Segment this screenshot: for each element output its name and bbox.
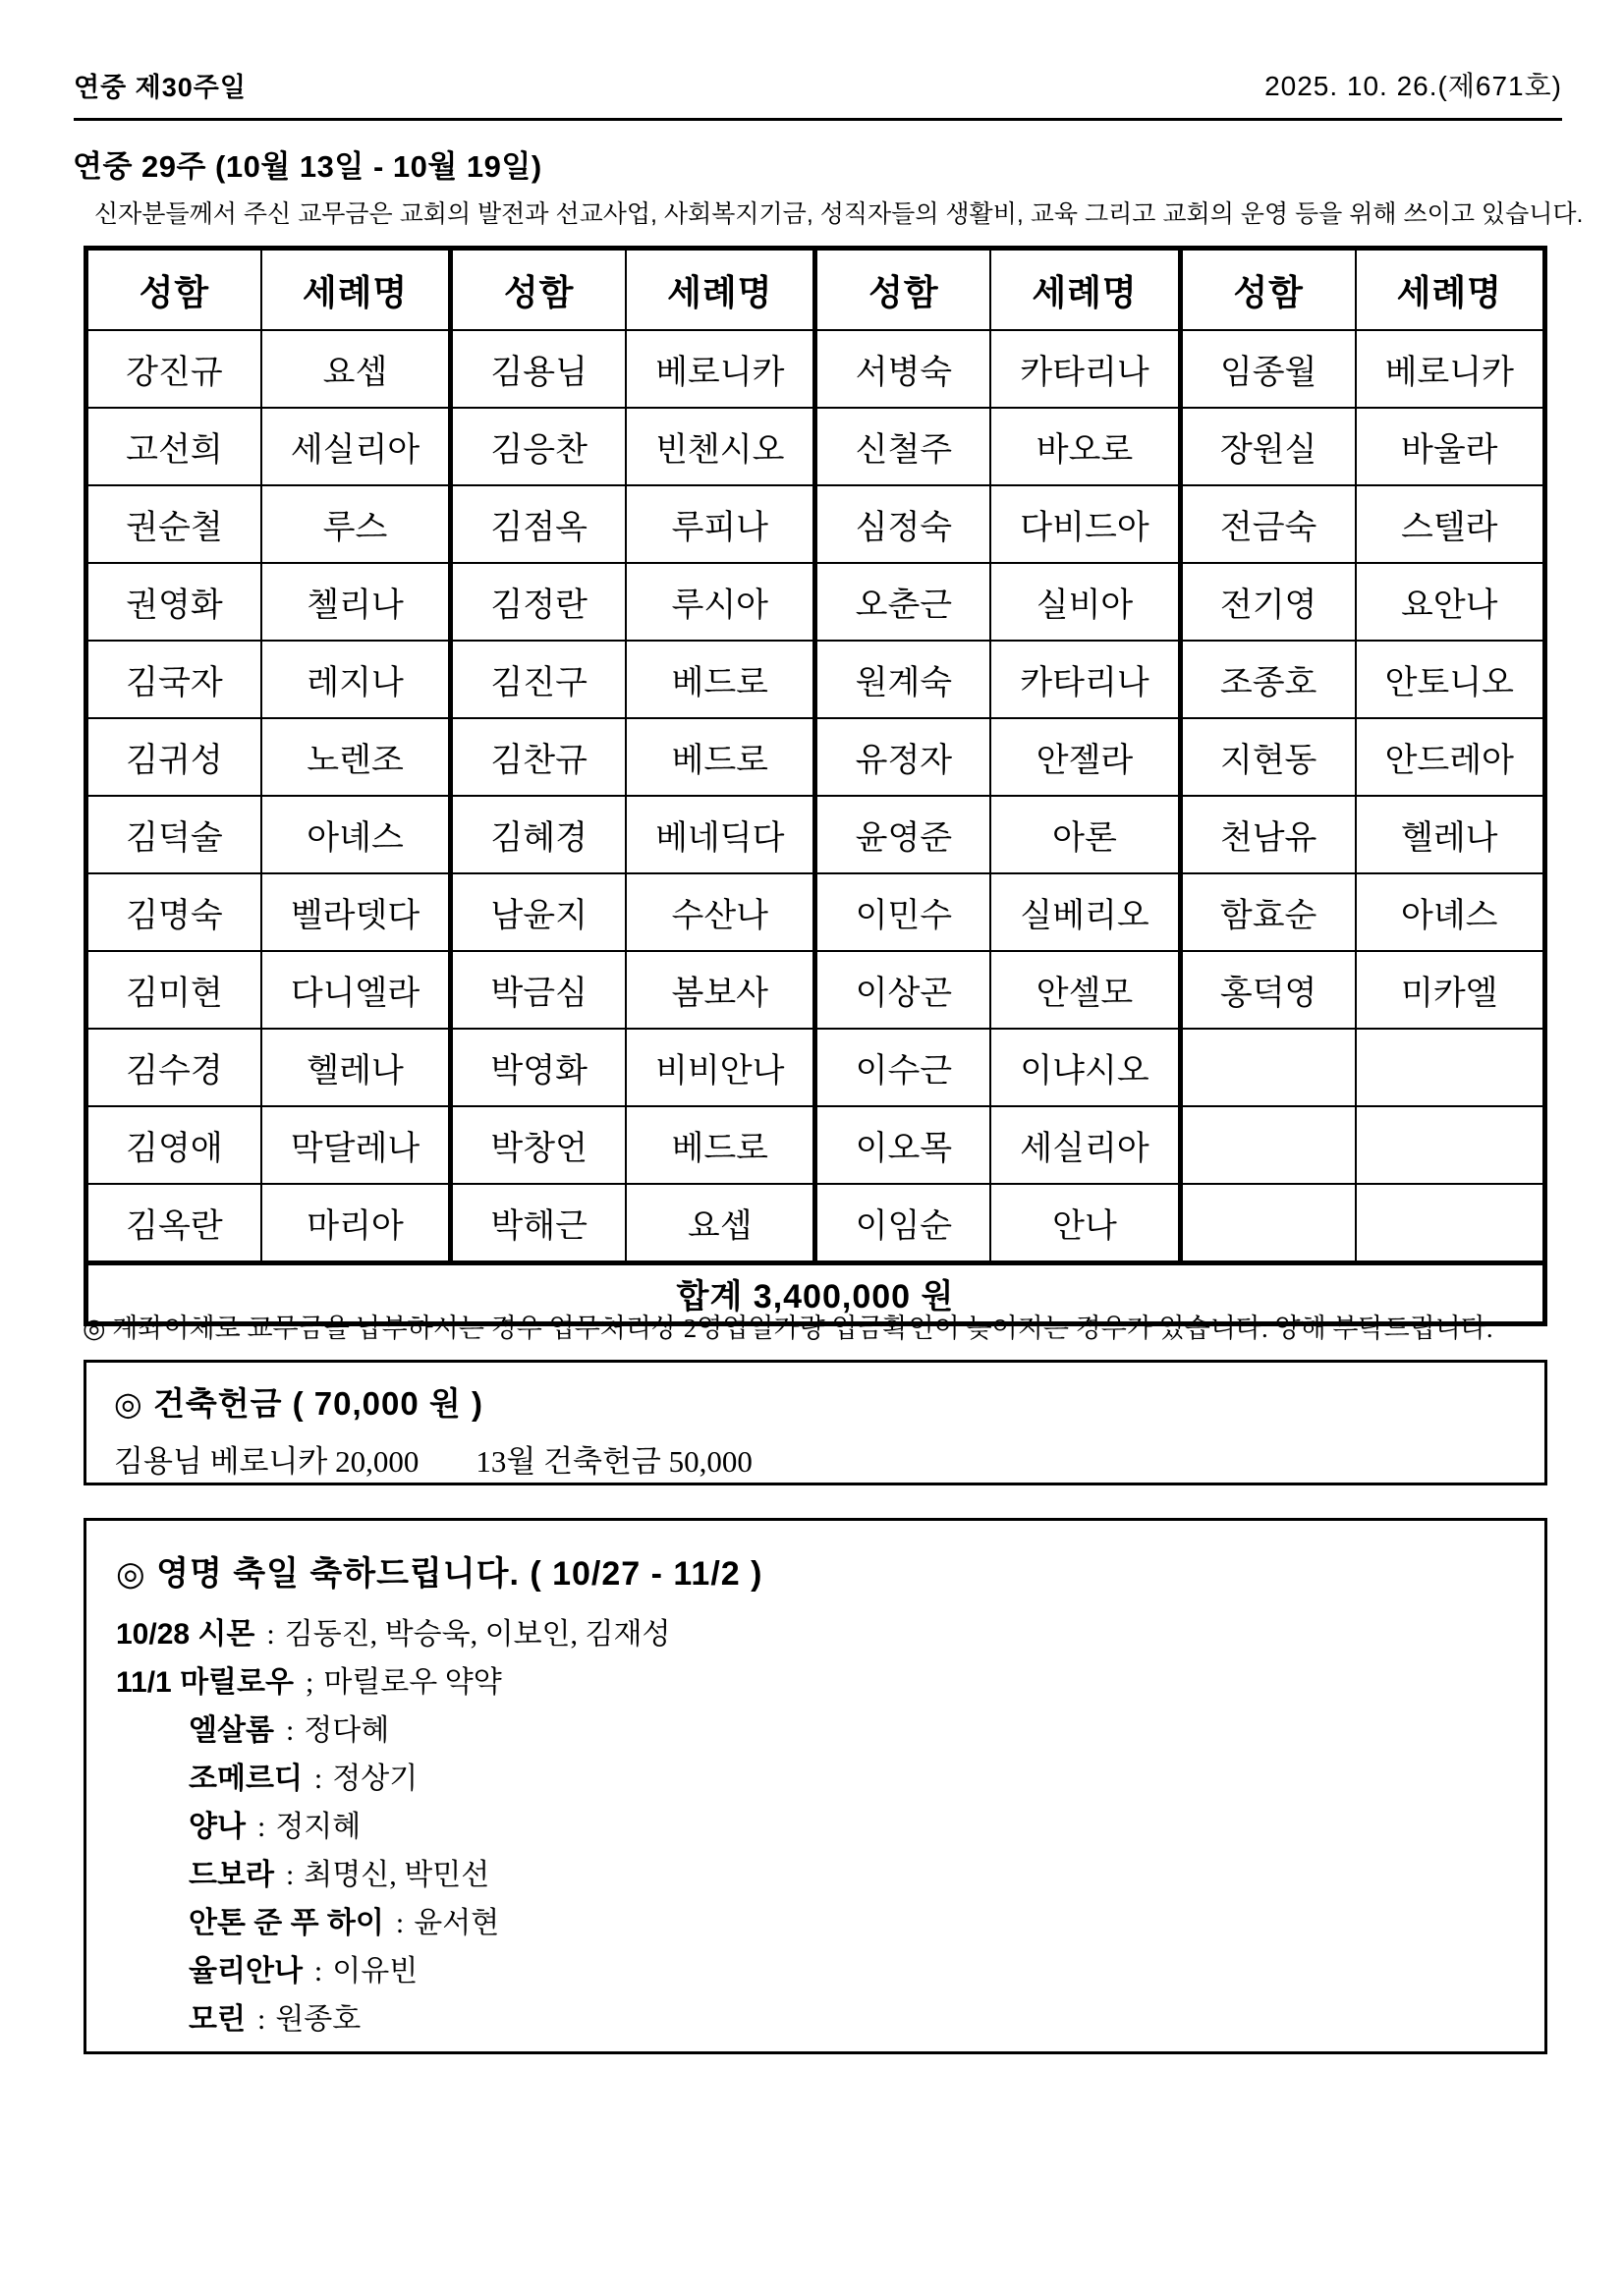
cell-member-name: 이민수: [815, 873, 990, 951]
cell-member-name: 김찬규: [451, 718, 626, 796]
feast-day-names: 정지혜: [275, 1811, 362, 1843]
cell-member-name: 전기영: [1180, 563, 1355, 641]
cell-baptismal-name: [1356, 1106, 1545, 1184]
feast-day-line: [116, 1803, 1515, 1851]
section-description: 신자분들께서 주신 교무금은 교회의 발전과 선교사업, 사회복지기금, 성직자들의 생활비, 교육 그리고 교회의 운영 등을 위해 쓰이고 있습니다.: [94, 200, 1584, 228]
cell-baptismal-name: 요안나: [1356, 563, 1545, 641]
feast-day-separator: :: [256, 1811, 266, 1843]
table-row: [86, 1029, 1545, 1106]
cell-member-name: [1180, 1184, 1355, 1263]
cell-member-name: 김옥란: [86, 1184, 261, 1263]
offering-roster-table: [84, 246, 1547, 1326]
cell-baptismal-name: 막달레나: [261, 1106, 451, 1184]
cell-baptismal-name: 베드로: [626, 1106, 815, 1184]
cell-member-name: 김영애: [86, 1106, 261, 1184]
cell-member-name: 이상곤: [815, 951, 990, 1029]
cell-baptismal-name: 비비안나: [626, 1029, 815, 1106]
feast-day-line: [116, 1851, 1515, 1899]
feast-day-label: 11/1 마릴로우: [116, 1666, 294, 1699]
feast-day-label: 안톤 준 푸 하이: [189, 1907, 384, 1939]
cell-baptismal-name: 세실리아: [990, 1106, 1180, 1184]
feast-day-separator: :: [285, 1714, 295, 1747]
feast-days-list: [116, 1610, 1515, 2044]
cell-baptismal-name: 베네딕다: [626, 796, 815, 873]
cell-member-name: 남윤지: [451, 873, 626, 951]
cell-member-name: 권순철: [86, 485, 261, 563]
feast-day-line: [116, 1610, 1515, 1658]
cell-baptismal-name: 다니엘라: [261, 951, 451, 1029]
cell-baptismal-name: 베로니카: [626, 330, 815, 408]
cell-baptismal-name: 헬레나: [1356, 796, 1545, 873]
feast-day-line: [116, 1755, 1515, 1803]
table-row: [86, 718, 1545, 796]
cell-member-name: 김수경: [86, 1029, 261, 1106]
feast-day-label: 10/28 시몬: [116, 1618, 255, 1651]
cell-baptismal-name: 이냐시오: [990, 1029, 1180, 1106]
cell-baptismal-name: 세실리아: [261, 408, 451, 485]
cell-member-name: 김용님: [451, 330, 626, 408]
column-header-name: 성함: [815, 249, 990, 331]
cell-baptismal-name: 봄보사: [626, 951, 815, 1029]
column-header-baptismal: 세례명: [626, 249, 815, 331]
table-row: [86, 951, 1545, 1029]
cell-member-name: 김혜경: [451, 796, 626, 873]
building-fund-entry: 김용님 베로니카 20,000: [114, 1444, 420, 1479]
cell-member-name: 김정란: [451, 563, 626, 641]
cell-member-name: 함효순: [1180, 873, 1355, 951]
cell-member-name: 이수근: [815, 1029, 990, 1106]
cell-baptismal-name: 안나: [990, 1184, 1180, 1263]
cell-baptismal-name: 벨라뎃다: [261, 873, 451, 951]
feast-day-separator: :: [313, 1763, 323, 1795]
column-header-baptismal: 세례명: [1356, 249, 1545, 331]
feast-day-names: 마릴로우 약약: [323, 1666, 502, 1699]
column-header-name: 성함: [1180, 249, 1355, 331]
cell-baptismal-name: 헬레나: [261, 1029, 451, 1106]
cell-baptismal-name: 요셉: [626, 1184, 815, 1263]
page-header-week-label: 연중 제30주일: [74, 73, 247, 102]
cell-member-name: 박창언: [451, 1106, 626, 1184]
column-header-name: 성함: [86, 249, 261, 331]
table-row: [86, 873, 1545, 951]
cell-member-name: 김미현: [86, 951, 261, 1029]
cell-baptismal-name: 아녜스: [261, 796, 451, 873]
cell-member-name: 이임순: [815, 1184, 990, 1263]
cell-member-name: 임종월: [1180, 330, 1355, 408]
cell-baptismal-name: 루스: [261, 485, 451, 563]
cell-baptismal-name: 마리아: [261, 1184, 451, 1263]
feast-day-names: 이유빈: [332, 1955, 419, 1988]
feast-day-label: 드보라: [189, 1859, 274, 1891]
cell-member-name: 강진규: [86, 330, 261, 408]
feast-day-separator: :: [285, 1859, 295, 1891]
cell-baptismal-name: 요셉: [261, 330, 451, 408]
feast-day-separator: ;: [306, 1666, 314, 1699]
cell-baptismal-name: 안셀모: [990, 951, 1180, 1029]
feast-day-line: [116, 1947, 1515, 1995]
cell-baptismal-name: 베드로: [626, 641, 815, 718]
building-fund-entry: 13월 건축헌금 50,000: [476, 1444, 753, 1479]
cell-member-name: 김귀성: [86, 718, 261, 796]
feast-day-separator: :: [266, 1618, 275, 1651]
table-total-amount: 합계 3,400,000 원: [86, 1263, 1545, 1324]
cell-baptismal-name: 미카엘: [1356, 951, 1545, 1029]
feast-day-label: 율리안나: [189, 1955, 303, 1988]
table-row: [86, 1106, 1545, 1184]
table-row: [86, 485, 1545, 563]
feast-days-title: ◎ 영명 축일 축하드립니다. ( 10/27 - 11/2 ): [116, 1555, 763, 1593]
cell-member-name: 김진구: [451, 641, 626, 718]
feast-day-line: [116, 1995, 1515, 2044]
feast-day-label: 모린: [189, 2003, 246, 2036]
section-title: 연중 29주 (10월 13일 - 10월 19일): [73, 149, 542, 184]
page-header: [74, 65, 1562, 121]
cell-member-name: 오춘근: [815, 563, 990, 641]
cell-member-name: 홍덕영: [1180, 951, 1355, 1029]
cell-baptismal-name: 루피나: [626, 485, 815, 563]
feast-day-label: 조메르디: [189, 1763, 303, 1795]
cell-member-name: 권영화: [86, 563, 261, 641]
feast-days-box: [84, 1518, 1547, 2054]
feast-day-names: 정다혜: [304, 1714, 390, 1747]
cell-baptismal-name: 안토니오: [1356, 641, 1545, 718]
feast-day-label: 양나: [189, 1811, 246, 1843]
cell-member-name: 윤영준: [815, 796, 990, 873]
cell-baptismal-name: 아론: [990, 796, 1180, 873]
cell-member-name: 심정숙: [815, 485, 990, 563]
cell-member-name: 조종호: [1180, 641, 1355, 718]
feast-day-separator: :: [395, 1907, 405, 1939]
cell-member-name: 지현동: [1180, 718, 1355, 796]
cell-member-name: 고선희: [86, 408, 261, 485]
cell-member-name: 김국자: [86, 641, 261, 718]
table-row: [86, 641, 1545, 718]
feast-day-names: 최명신, 박민선: [304, 1859, 490, 1891]
table-row: [86, 408, 1545, 485]
cell-member-name: 김점옥: [451, 485, 626, 563]
bank-transfer-note: ◎ 계좌이체로 교무금을 납부하시는 경우 업무처리상 2영업일가량 입금확인이 늦어지는 경우가 있습니다. 양해 부탁드립니다.: [83, 1314, 1493, 1343]
cell-baptismal-name: 노렌조: [261, 718, 451, 796]
feast-day-line: [116, 1899, 1515, 1947]
cell-baptismal-name: 바오로: [990, 408, 1180, 485]
table-row: [86, 796, 1545, 873]
cell-baptismal-name: 카타리나: [990, 330, 1180, 408]
cell-baptismal-name: 바울라: [1356, 408, 1545, 485]
feast-day-names: 윤서현: [414, 1907, 500, 1939]
table-header-row: [86, 249, 1545, 331]
feast-day-names: 김동진, 박승욱, 이보인, 김재성: [284, 1618, 671, 1651]
table-row: [86, 563, 1545, 641]
cell-baptismal-name: 레지나: [261, 641, 451, 718]
feast-day-names: 정상기: [332, 1763, 419, 1795]
feast-day-line: [116, 1658, 1515, 1707]
feast-day-separator: :: [256, 2003, 266, 2036]
cell-baptismal-name: 베로니카: [1356, 330, 1545, 408]
cell-member-name: 이오목: [815, 1106, 990, 1184]
feast-day-names: 원종호: [275, 2003, 362, 2036]
cell-member-name: 신철주: [815, 408, 990, 485]
cell-member-name: 김명숙: [86, 873, 261, 951]
cell-baptismal-name: 스텔라: [1356, 485, 1545, 563]
cell-baptismal-name: 베드로: [626, 718, 815, 796]
cell-baptismal-name: [1356, 1184, 1545, 1263]
cell-baptismal-name: 루시아: [626, 563, 815, 641]
cell-member-name: [1180, 1029, 1355, 1106]
cell-baptismal-name: 아녜스: [1356, 873, 1545, 951]
cell-baptismal-name: 첼리나: [261, 563, 451, 641]
cell-member-name: 김덕술: [86, 796, 261, 873]
cell-member-name: 장원실: [1180, 408, 1355, 485]
cell-baptismal-name: 수산나: [626, 873, 815, 951]
cell-baptismal-name: [1356, 1029, 1545, 1106]
cell-member-name: 박해근: [451, 1184, 626, 1263]
cell-member-name: 전금숙: [1180, 485, 1355, 563]
cell-baptismal-name: 다비드아: [990, 485, 1180, 563]
building-fund-box: [84, 1360, 1547, 1485]
cell-baptismal-name: 실비아: [990, 563, 1180, 641]
table-row: [86, 330, 1545, 408]
page-header-date-issue: 2025. 10. 26.(제671호): [1264, 71, 1562, 101]
cell-member-name: 서병숙: [815, 330, 990, 408]
cell-baptismal-name: 안드레아: [1356, 718, 1545, 796]
building-fund-entries: [114, 1436, 1517, 1481]
cell-baptismal-name: 실베리오: [990, 873, 1180, 951]
feast-day-line: [116, 1707, 1515, 1755]
cell-baptismal-name: 카타리나: [990, 641, 1180, 718]
cell-member-name: 천남유: [1180, 796, 1355, 873]
column-header-baptismal: 세례명: [261, 249, 451, 331]
cell-member-name: 박금심: [451, 951, 626, 1029]
column-header-name: 성함: [451, 249, 626, 331]
cell-member-name: 김응찬: [451, 408, 626, 485]
cell-member-name: 원계숙: [815, 641, 990, 718]
cell-baptismal-name: 안젤라: [990, 718, 1180, 796]
cell-baptismal-name: 빈첸시오: [626, 408, 815, 485]
table-row: [86, 1184, 1545, 1263]
building-fund-title: ◎ 건축헌금 ( 70,000 원 ): [114, 1385, 483, 1422]
cell-member-name: 유정자: [815, 718, 990, 796]
cell-member-name: [1180, 1106, 1355, 1184]
feast-day-separator: :: [313, 1955, 323, 1988]
cell-member-name: 박영화: [451, 1029, 626, 1106]
feast-day-label: 엘살롬: [189, 1714, 274, 1747]
column-header-baptismal: 세례명: [990, 249, 1180, 331]
